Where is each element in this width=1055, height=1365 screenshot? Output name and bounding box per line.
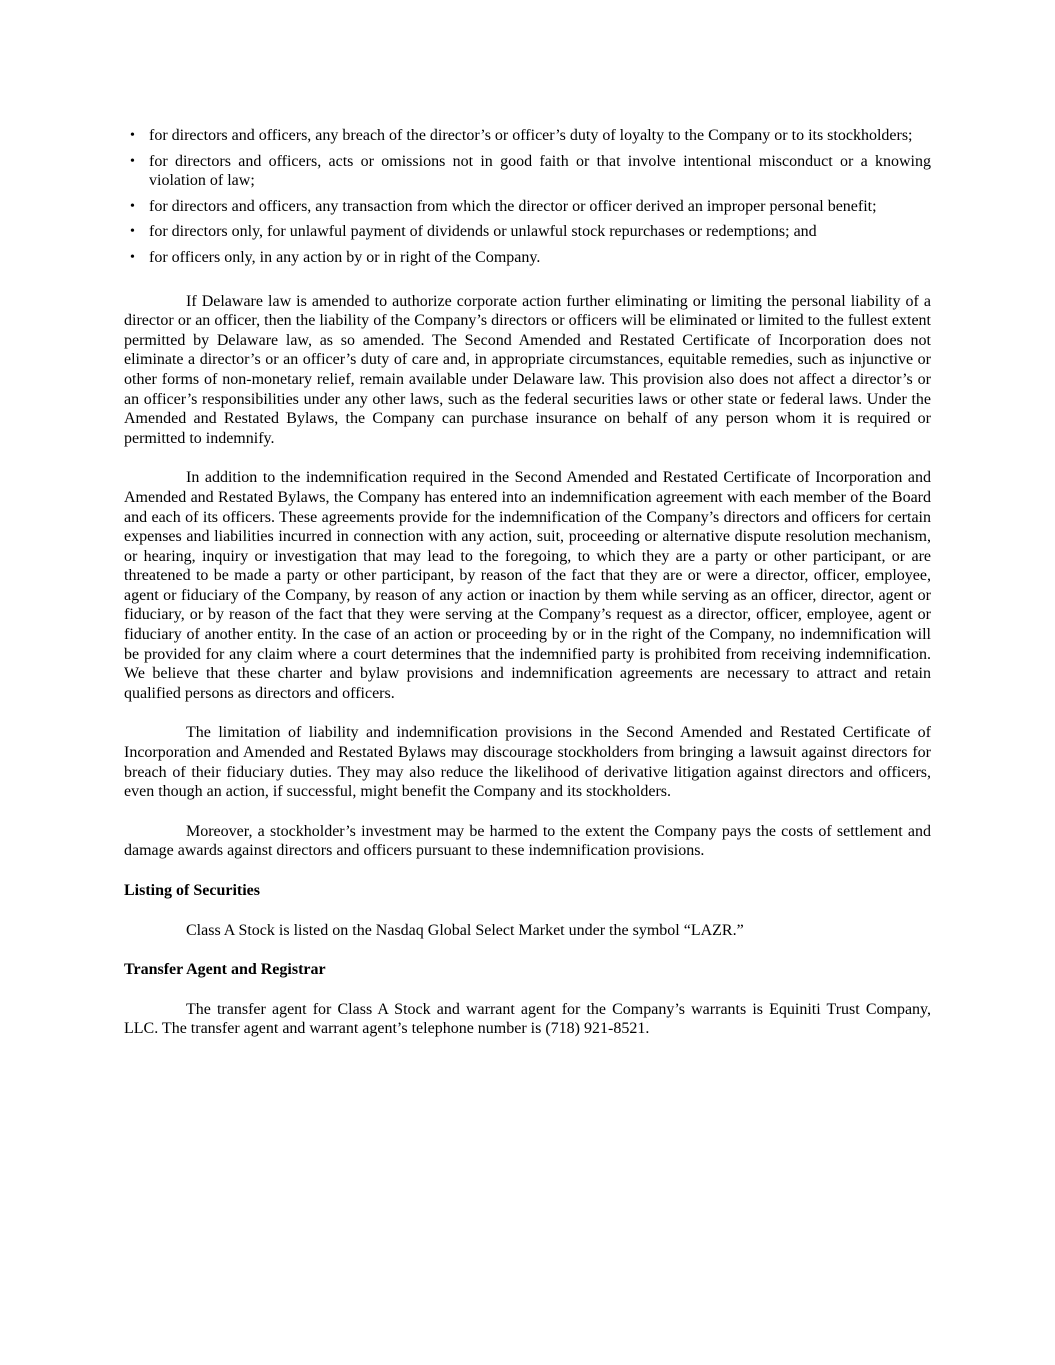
bullet-text: for directors and officers, any transaction from which the director or officer derived an improper personal benefit; [149, 197, 877, 215]
paragraph-transfer-agent: The transfer agent for Class A Stock and warrant agent for the Company’s warrants is Equiniti Trust Company, LLC. The transfer agent and warrant agent’s telephone number is (718) 921-8521. [124, 1000, 931, 1038]
bullet-list [124, 126, 931, 268]
section-heading-listing-of-securities: Listing of Securities [124, 882, 260, 899]
paragraph-limitation-of-liability: The limitation of liability and indemnification provisions in the Second Amended and Restated Certificate of Incorporation and Amended and Restated Bylaws may discourage stockholders from bringing a lawsuit against directors for breach of their fiduciary duties. They may also reduce the likelihood of derivative litigation against directors and officers, even though an action, if successful, might benefit the Company and its stockholders. [124, 724, 931, 801]
bullet-text: for directors only, for unlawful payment of dividends or unlawful stock repurchases or redemptions; and [149, 223, 817, 241]
list-item [124, 152, 931, 191]
paragraph-stockholder-harm: Moreover, a stockholder’s investment may be harmed to the extent the Company pays the costs of settlement and damage awards against directors and officers pursuant to these indemnification provisions. [124, 822, 931, 860]
list-item [124, 197, 931, 217]
bullet-text: for officers only, in any action by or in right of the Company. [149, 248, 541, 266]
paragraph-indemnification-agreements: In addition to the indemnification required in the Second Amended and Restated Certificate of Incorporation and Amended and Restated Bylaws, the Company has entered into an indemnification agreement with each member of the Board and each of its officers. These agreements provide for the indemnification of the Company’s directors and officers for certain expenses and liabilities incurred in connection with any action, suit, proceeding or alternative dispute resolution mechanism, or hearing, inquiry or investigation that may lead to the foregoing, to which they are a party or other participant, or are threatened to be made a party or other participant, by reason of the fact that they are or were a director, officer, employee, agent or fiduciary of the Company, by reason of any action or inaction by them while serving as an officer, director, agent or fiduciary, or by reason of the fact that they were serving at the Company’s request as a director, officer, employee, agent or fiduciary of another entity. In the case of an action or proceeding by or in the right of the Company, no indemnification will be provided for any claim where a court determines that the indemnified party is prohibited from receiving indemnification. We believe that these charter and bylaw provisions and indemnification agreements are necessary to attract and retain qualified persons as directors and officers. [124, 469, 931, 702]
list-item [124, 248, 931, 268]
bullet-text: for directors and officers, any breach of the director’s or officer’s duty of loyalty to the Company or to its stockholders; [149, 127, 913, 144]
bullet-text: for directors and officers, acts or omissions not in good faith or that involve intentional misconduct or a knowing violation of law; [149, 152, 931, 190]
bullet-icon: • [130, 198, 135, 214]
bullet-icon: • [130, 224, 135, 240]
list-item [124, 126, 931, 146]
bullet-icon: • [130, 249, 135, 265]
section-heading-transfer-agent: Transfer Agent and Registrar [124, 961, 326, 979]
paragraph-listing-of-securities: Class A Stock is listed on the Nasdaq Global Select Market under the symbol “LAZR.” [186, 921, 744, 939]
paragraph-delaware-amendment: If Delaware law is amended to authorize corporate action further eliminating or limiting the personal liability of a director or an officer, then the liability of the Company’s directors or officers will be eliminated or limited to the fullest extent permitted by Delaware law, as so amended. The Second Amended and Restated Certificate of Incorporation does not eliminate a director’s or an officer’s duty of care and, in appropriate circumstances, equitable remedies, such as injunctive or other forms of non-monetary relief, remain available under Delaware law. This provision also does not affect a director’s or an officer’s responsibilities under any other laws, such as the federal securities laws or other state or federal laws. Under the Amended and Restated Bylaws, the Company can purchase insurance on behalf of any person whom it is required or permitted to indemnify. [124, 292, 931, 447]
bullet-icon: • [130, 153, 135, 169]
bullet-icon: • [130, 128, 135, 143]
list-item [124, 222, 931, 242]
